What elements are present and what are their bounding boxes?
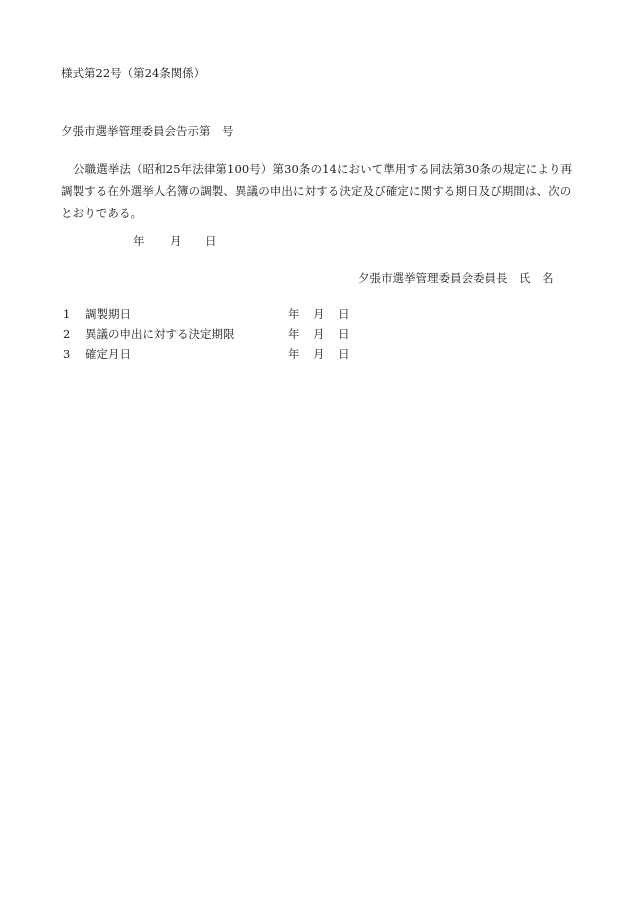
item-label: 確定月日 xyxy=(85,347,131,361)
item-month-label: 月 xyxy=(313,347,325,361)
item-year-label: 年 xyxy=(288,307,300,321)
item-day-label: 日 xyxy=(338,327,350,341)
notice-body-paragraph: 公職選挙法（昭和25年法律第100号）第30条の14において準用する同法第30条の規定により再調製する在外選挙人名簿の調製、異議の申出に対する決定及び確定に関する期日及び期間は、次のとおりである。 xyxy=(61,162,573,220)
item-day-label: 日 xyxy=(338,307,350,321)
item-number: 1 xyxy=(63,307,71,321)
item-year-label: 年 xyxy=(288,327,300,341)
item-number: 3 xyxy=(63,347,71,361)
item-month-label: 月 xyxy=(313,327,325,341)
item-label: 調製期日 xyxy=(85,307,131,321)
item-label: 異議の申出に対する決定期限 xyxy=(85,327,235,341)
date-day-label: 日 xyxy=(205,234,217,248)
item-number: 2 xyxy=(63,327,71,341)
schedule-item-objection-deadline xyxy=(61,329,361,343)
form-number-label: 様式第22号（第24条関係） xyxy=(61,66,206,80)
item-year-label: 年 xyxy=(288,347,300,361)
signer-title: 夕張市選挙管理委員会委員長 氏 名 xyxy=(358,271,554,285)
notice-title: 夕張市選挙管理委員会告示第 号 xyxy=(61,124,234,138)
item-day-label: 日 xyxy=(338,347,350,361)
date-month-label: 月 xyxy=(170,234,182,248)
schedule-item-confirmation-date xyxy=(61,349,361,363)
date-year-label: 年 xyxy=(133,234,145,248)
schedule-item-preparation-date xyxy=(61,309,361,323)
item-month-label: 月 xyxy=(313,307,325,321)
